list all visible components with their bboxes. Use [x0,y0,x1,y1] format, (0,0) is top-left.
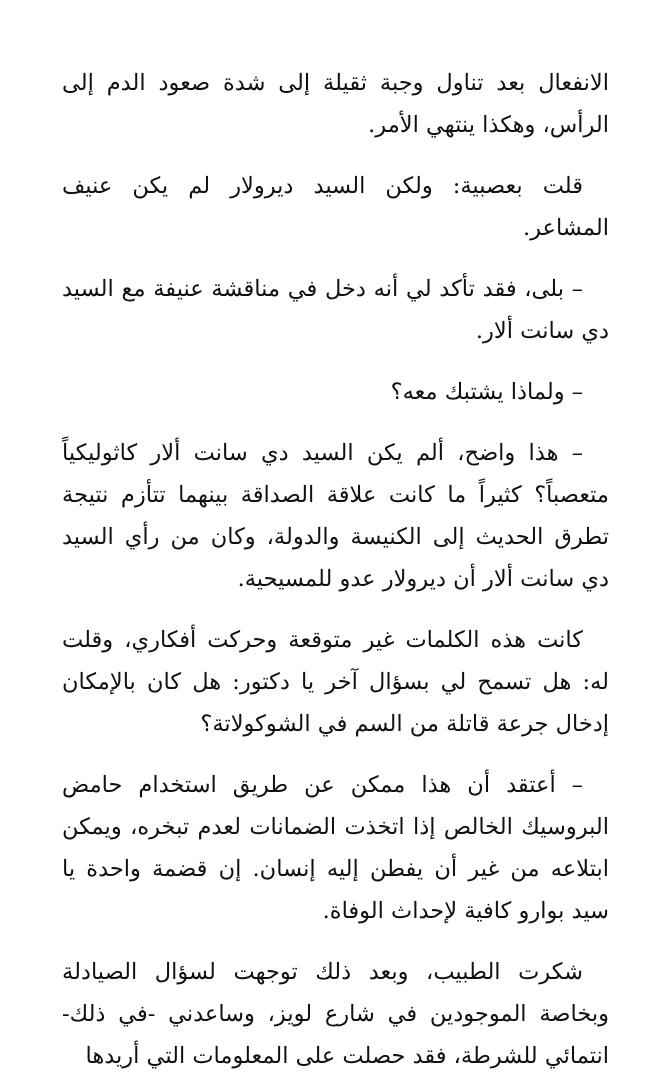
paragraph-6: كانت هذه الكلمات غير متوقعة وحركت أفكاري، وقلت له: هل تسمح لي بسؤال آخر يا دكتور: هل كان بالإمكان إدخال جرعة قاتلة من السم في الشوكولاتة؟ [62,627,609,737]
paragraph-3: – بلى، فقد تأكد لي أنه دخل في مناقشة عنيفة مع السيد دي سانت ألار. [62,276,609,344]
paragraph-5: – هذا واضح، ألم يكن السيد دي سانت ألار كاثوليكياً متعصباً؟ كثيراً ما كانت علاقة الصداقة بينهما تتأزم نتيجة تطرق الحديث إلى الكنيسة والدولة، وكان من رأي السيد دي سانت ألار أن ديرولار عدو للمسيحية. [62,440,609,592]
paragraph-7: – أعتقد أن هذا ممكن عن طريق استخدام حامض البروسيك الخالص إذا اتخذت الضمانات لعدم تبخره، ويمكن ابتلاعه من غير أن يفطن إليه إنسان. إن قضمة واحدة يا سيد بوارو كافية لإحداث الوفاة. [62,772,609,924]
paragraph-4: – ولماذا يشتبك معه؟ [390,379,583,405]
paragraph-8: شكرت الطبيب، وبعد ذلك توجهت لسؤال الصيادلة وبخاصة الموجودين في شارع لويز، وساعدني -في ذلك- انتمائي للشرطة، فقد حصلت على المعلومات التي أريدها [62,959,609,1069]
paragraph-1: الانفعال بعد تناول وجبة ثقيلة إلى شدة صعود الدم إلى الرأس، وهكذا ينتهي الأمر. [62,70,609,138]
paragraph-2: قلت بعصبية: ولكن السيد ديرولار لم يكن عنيف المشاعر. [62,173,609,241]
